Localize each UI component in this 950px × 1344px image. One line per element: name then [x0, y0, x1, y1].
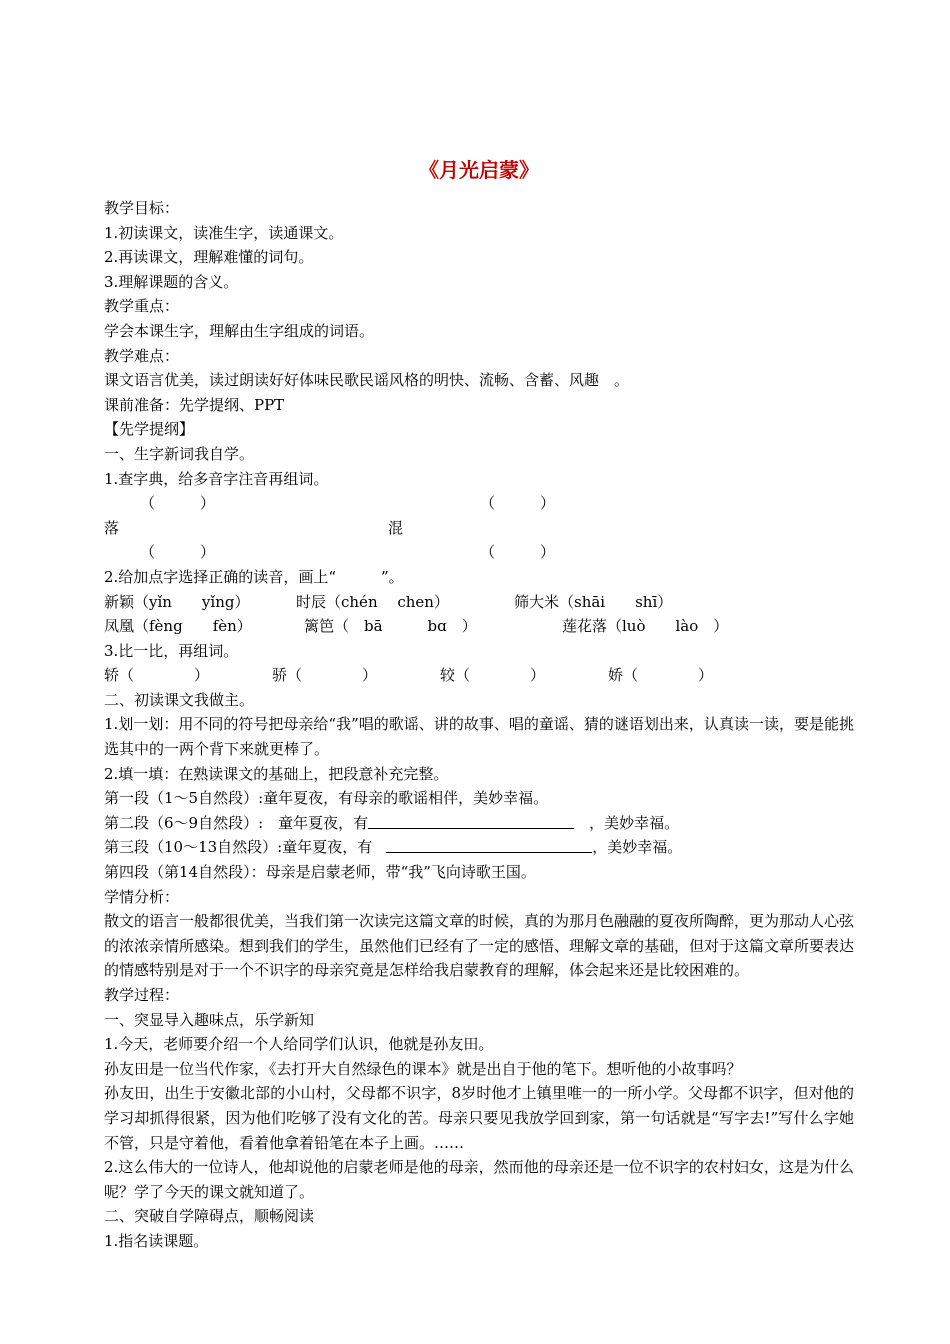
- pronunciation-item: 莲花落（luò lào ）: [562, 617, 729, 636]
- fill-in-blank: [368, 811, 574, 829]
- pronunciation-item: 篱笆（ bā bɑ ）: [304, 617, 477, 636]
- compare-item: 骄（ ）: [272, 666, 378, 685]
- question-text: 2.给加点字选择正确的读音，画上“ ”。: [104, 567, 404, 586]
- process-step: 1.指名读课题。: [104, 1231, 209, 1250]
- segment-prefix: 第三段（10～13自然段）:童年夏夜，有: [104, 838, 373, 857]
- section-heading: 一、突显导入趣味点，乐学新知: [104, 1010, 315, 1029]
- answer-blank: （ ）: [480, 543, 556, 562]
- preparation-text: 课前准备：先学提纲、PPT: [104, 395, 285, 414]
- analysis-heading: 学情分析：: [104, 887, 180, 906]
- pronunciation-item: 新颖（yǐn yǐng）: [104, 592, 250, 611]
- polyphone-paren-row: [104, 491, 854, 516]
- section-heading: 一、生字新词我自学。: [104, 444, 255, 463]
- process-step: 孙友田是一位当代作家，《去打开大自然绿色的课本》就是出自于他的笔下。想听他的小故事吗？: [104, 1059, 742, 1078]
- compare-item: 娇（ ）: [608, 666, 714, 685]
- segment-line: 第四段（第14自然段）：母亲是启蒙老师，带“我”飞向诗歌王国。: [104, 863, 536, 882]
- segment-suffix: ，美妙幸福。: [592, 838, 683, 857]
- difficulty-heading: 教学难点：: [104, 346, 180, 365]
- process-paragraph: 孙友田，出生于安徽北部的小山村，父母都不识字，8岁时他才上镇里唯一的一所小学。父母都不识字，但对他的学习却抓得很紧，因为他们吃够了没有文化的苦。母亲只要见我放学回到家，第一句话就是“写字去!”写什么字她不管，只是守着他，看着他拿着铅笔在本子上画。……: [104, 1084, 854, 1152]
- answer-blank: （ ）: [140, 543, 216, 562]
- question-text: 1.查字典，给多音字注音再组词。: [104, 469, 329, 488]
- question-paragraph: 1.划一划：用不同的符号把母亲给“我”唱的歌谣、讲的故事、唱的童谣、猜的谜语划出来，认真读一读，要是能挑选其中的一两个背下来就更棒了。: [104, 715, 854, 759]
- goals-heading: 教学目标：: [104, 199, 180, 217]
- pronunciation-row: [104, 614, 854, 639]
- document-title: 《月光启蒙》: [419, 158, 539, 182]
- pronunciation-item: 凤凰（fèng fèn）: [104, 617, 252, 636]
- key-text: 学会本课生字，理解由生字组成的词语。: [104, 321, 375, 340]
- process-paragraph: 2.这么伟大的一位诗人，他却说他的启蒙老师是他的母亲，然而他的母亲还是一位不识字的农村妇女，这是为什么呢？学了今天的课文就知道了。: [104, 1158, 854, 1201]
- goal-item: 2.再读课文，理解难懂的词句。: [104, 248, 314, 267]
- goal-item: 1.初读课文，读准生字，读通课文。: [104, 223, 344, 242]
- process-step: 1.今天，老师要介绍一个人给同学们认识，他就是孙友田。: [104, 1035, 494, 1054]
- pronunciation-row: [104, 590, 854, 615]
- polyphone-char: 混: [388, 518, 404, 537]
- compare-row: [104, 663, 854, 688]
- question-text: 2.填一填：在熟读课文的基础上，把段意补充完整。: [104, 764, 449, 783]
- pronunciation-item: 筛大米（shāi shī）: [514, 592, 673, 611]
- compare-item: 较（ ）: [440, 666, 546, 685]
- segment-suffix: ，美妙幸福。: [574, 813, 680, 832]
- segment-line: 第一段（1～5自然段）:童年夏夜，有母亲的歌谣相伴，美妙幸福。: [104, 789, 549, 808]
- pronunciation-item: 时辰（chén chen）: [296, 592, 449, 611]
- section-heading: 二、突破自学障碍点，顺畅阅读: [104, 1207, 315, 1226]
- compare-item: 轿（ ）: [104, 666, 210, 685]
- outline-heading: 【先学提纲】: [104, 420, 195, 439]
- question-text: 3.比一比，再组词。: [104, 641, 239, 660]
- segment-line: [104, 835, 854, 860]
- analysis-paragraph: 散文的语言一般都很优美，当我们第一次读完这篇文章的时候，真的为那月色融融的夏夜所陶醉，更为那动人心弦的浓浓亲情所感染。想到我们的学生，虽然他们已经有了一定的感悟、理解文章的基础，但对于这篇文章所要表达的情感特别是对于一个不识字的母亲究竟是怎样给我启蒙教育的理解，体会起来还是比较困难的。: [104, 912, 855, 980]
- answer-blank: （ ）: [480, 494, 556, 513]
- polyphone-char-row: [104, 516, 854, 541]
- process-heading: 教学过程：: [104, 986, 180, 1004]
- difficulty-text: 课文语言优美，读过朗读好好体味民歌民谣风格的明快、流畅、含蓄、风趣 。: [104, 371, 630, 390]
- section-heading: 二、初读课文我做主。: [104, 690, 255, 709]
- segment-prefix: 第二段（6～9自然段）: 童年夏夜，有: [104, 813, 369, 832]
- goal-item: 3.理解课题的含义。: [104, 272, 239, 291]
- fill-in-blank: [386, 835, 592, 853]
- key-heading: 教学重点：: [104, 297, 180, 316]
- polyphone-char: 落: [104, 518, 120, 537]
- answer-blank: （ ）: [140, 494, 216, 513]
- segment-line: [104, 811, 854, 836]
- polyphone-paren-row: [104, 540, 854, 565]
- document-page: [104, 150, 854, 1254]
